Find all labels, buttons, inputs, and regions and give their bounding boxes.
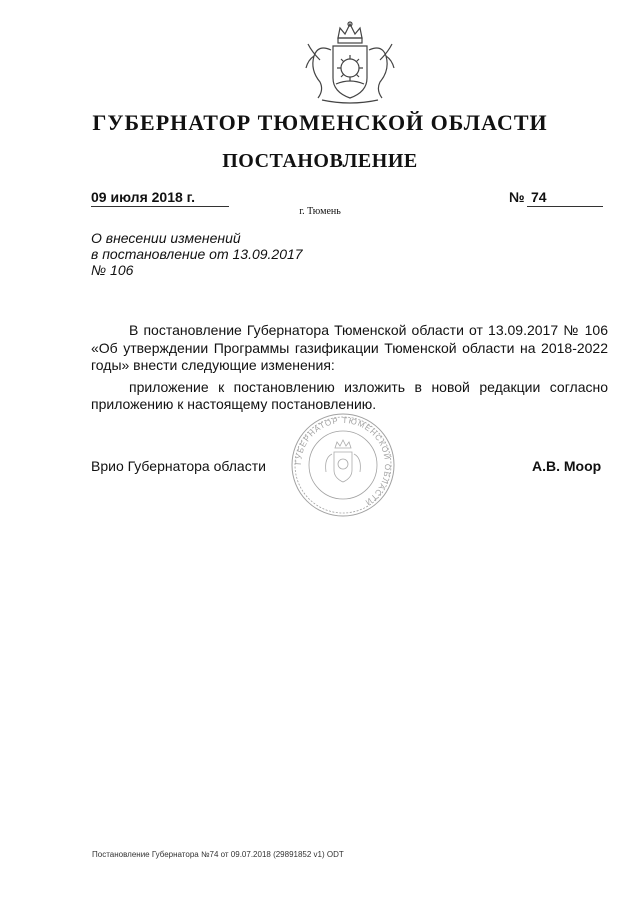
subject-line: в постановление от 13.09.2017 — [91, 246, 303, 262]
body-paragraph: приложение к постановлению изложить в новой редакции согласно приложению к настоящему постановлению. — [91, 378, 608, 412]
body-paragraph: В постановление Губернатора Тюменской области от 13.09.2017 № 106 «Об утверждении Программы газификации Тюменской области на 2018-2022 годы» внести следующие изменения: — [91, 322, 608, 373]
number-sign: № — [509, 189, 525, 205]
document-number: 74 — [527, 189, 603, 207]
government-title: ГУБЕРНАТОР ТЮМЕНСКОЙ ОБЛАСТИ — [92, 110, 548, 135]
document-subject — [91, 230, 303, 278]
signer-name: А.В. Моор — [532, 458, 602, 474]
document-date: 09 июля 2018 г. — [91, 189, 229, 207]
document-body — [91, 322, 608, 418]
official-seal-stamp — [290, 412, 396, 518]
subject-line: О внесении изменений — [91, 230, 241, 246]
signer-title: Врио Губернатора области — [91, 458, 266, 474]
document-type-heading: ПОСТАНОВЛЕНИЕ — [222, 150, 418, 172]
svg-text:ГУБЕРНАТОР ТЮМЕНСКОЙ ОБЛАСТИ: ГУБЕРНАТОР ТЮМЕНСКОЙ ОБЛАСТИ — [293, 415, 393, 508]
subject-line: № 106 — [91, 262, 134, 278]
document-footer: Постановление Губернатора №74 от 09.07.2018 (29891852 v1) ODT — [92, 850, 344, 859]
city-label: г. Тюмень — [299, 206, 341, 217]
coat-of-arms-emblem — [300, 20, 400, 106]
